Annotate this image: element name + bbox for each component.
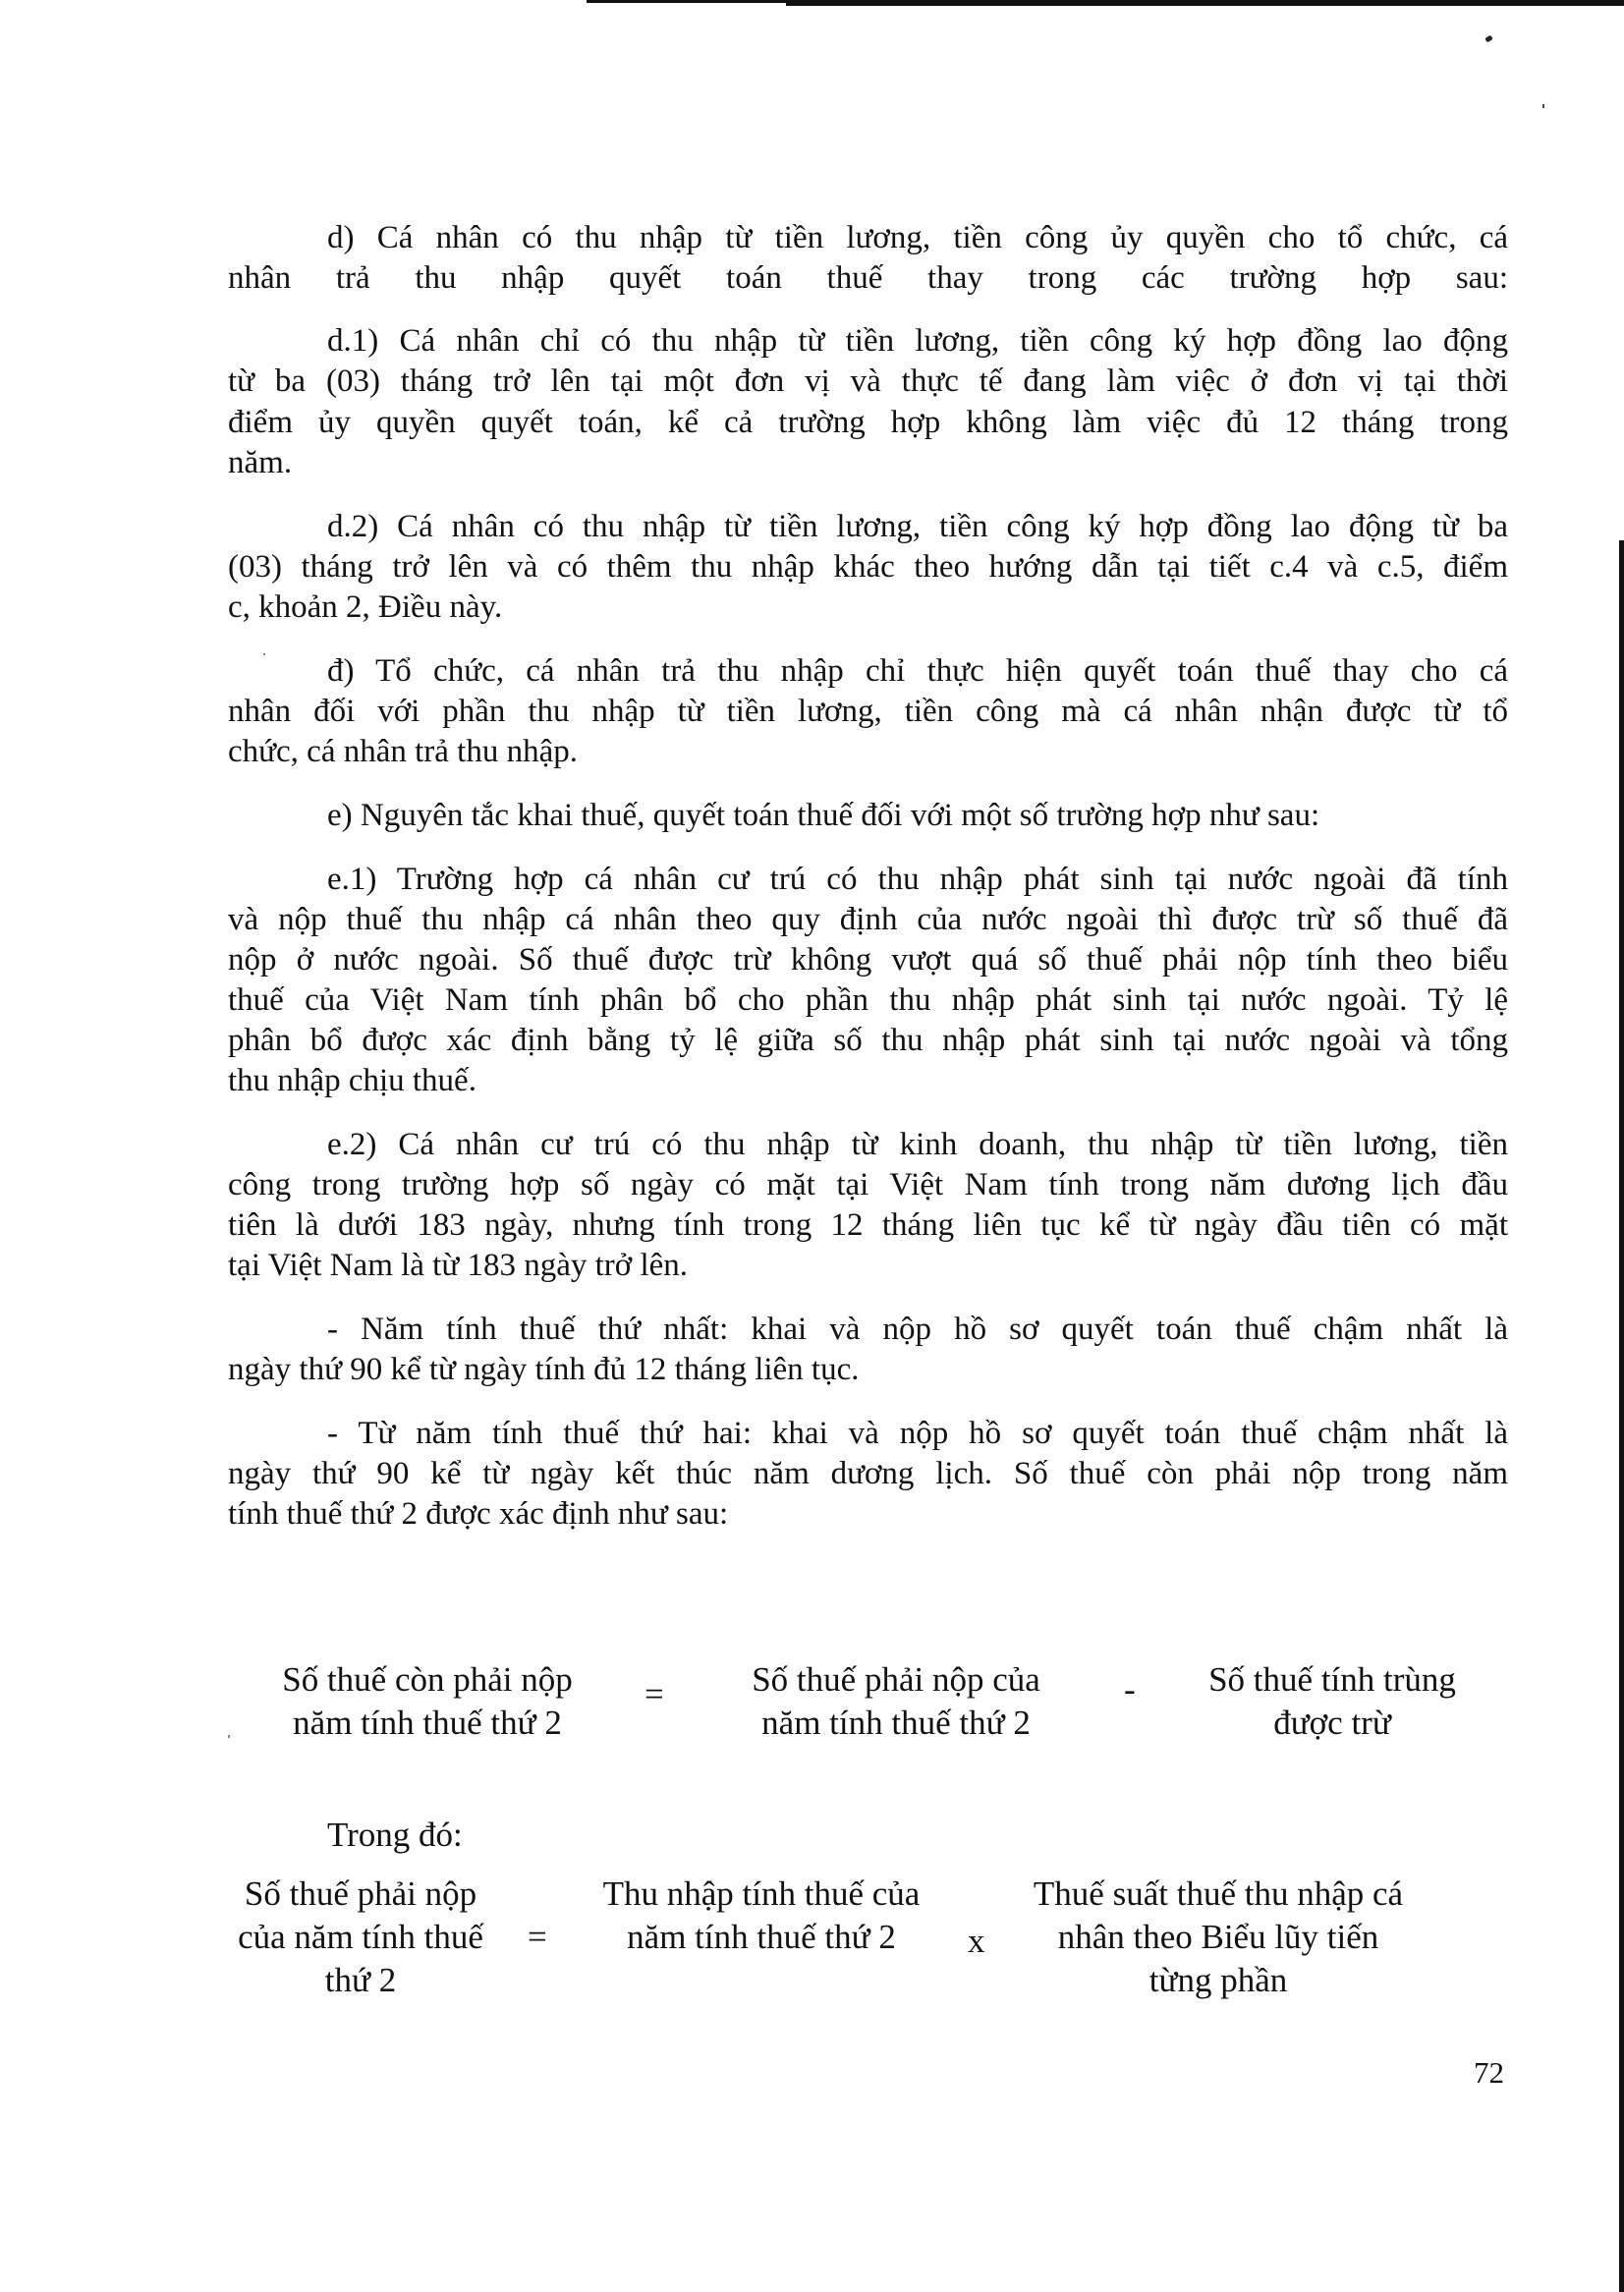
- text-line: nhân đối với phần thu nhập từ tiền lương, tiền công mà cá nhân nhận được từ tổ: [228, 694, 1508, 729]
- scan-speck: [263, 653, 265, 655]
- scan-speck: [1542, 104, 1544, 108]
- text-line: thu nhập chịu thuế.: [228, 1063, 476, 1098]
- text-line: - Từ năm tính thuế thứ hai: khai và nộp hồ sơ quyết toán thuế chậm nhất là: [327, 1416, 1508, 1451]
- formula-text-line: năm tính thuế thứ 2: [293, 1704, 562, 1742]
- formula-term-1: [570, 1873, 953, 1959]
- text-line: đ) Tổ chức, cá nhân trả thu nhập chỉ thực hiện quyết toán thuế thay cho cá: [327, 653, 1508, 689]
- text-line: e) Nguyên tắc khai thuế, quyết toán thuế đối với một số trường hợp như sau:: [327, 798, 1320, 833]
- equals-sign: =: [528, 1918, 547, 1956]
- where-label: Trong đó:: [327, 1816, 463, 1854]
- formula-text-line: Số thuế tính trùng: [1208, 1660, 1456, 1699]
- scan-speck: [1484, 35, 1493, 43]
- text-line: d.2) Cá nhân có thu nhập từ tiền lương, tiền công ký hợp đồng lao động từ ba: [327, 509, 1508, 544]
- text-line: ngày thứ 90 kể từ ngày tính đủ 12 tháng liên tục.: [228, 1352, 860, 1387]
- text-line: năm.: [228, 445, 293, 480]
- text-line: chức, cá nhân trả thu nhập.: [228, 734, 578, 769]
- scan-speck: [228, 1735, 230, 1738]
- text-line: e.2) Cá nhân cư trú có thu nhập từ kinh doanh, thu nhập từ tiền lương, tiền: [327, 1127, 1508, 1162]
- formula-text-line: thứ 2: [324, 1961, 397, 1999]
- multiply-sign: x: [968, 1922, 985, 1960]
- formula-text-line: Số thuế phải nộp: [244, 1874, 477, 1913]
- formula-term-2: [1002, 1873, 1434, 2002]
- formula-text-line: từng phần: [1148, 1961, 1288, 1999]
- text-line: tại Việt Nam là từ 183 ngày trở lên.: [228, 1248, 689, 1283]
- text-line: tiên là dưới 183 ngày, nhưng tính trong 12 tháng liên tục kể từ ngày đầu tiên có mặt: [228, 1207, 1508, 1243]
- formula-term-1: [709, 1658, 1083, 1745]
- formula-text-line: Số thuế phải nộp của: [752, 1660, 1040, 1699]
- text-line: (03) tháng trở lên và có thêm thu nhập khác theo hướng dẫn tại tiết c.4 và c.5, điểm: [228, 549, 1508, 585]
- text-line: và nộp thuế thu nhập cá nhân theo quy định của nước ngoài thì được trừ số thuế đã: [228, 902, 1508, 937]
- text-line: công trong trường hợp số ngày có mặt tại Việt Nam tính trong năm dương lịch đầu: [228, 1167, 1508, 1202]
- formula-text-line: nhân theo Biểu lũy tiến: [1057, 1918, 1379, 1956]
- text-line: d.1) Cá nhân chỉ có thu nhập từ tiền lương, tiền công ký hợp đồng lao động: [327, 323, 1508, 359]
- minus-sign: -: [1124, 1670, 1136, 1708]
- text-line: ngày thứ 90 kể từ ngày kết thúc năm dương lịch. Số thuế còn phải nộp trong năm: [228, 1456, 1508, 1491]
- formula-term-2: [1175, 1658, 1489, 1745]
- text-line: tính thuế thứ 2 được xác định như sau:: [228, 1496, 729, 1532]
- formula-text-line: của năm tính thuế: [238, 1918, 483, 1956]
- formula-lhs: [236, 1658, 619, 1745]
- equals-sign: =: [644, 1675, 664, 1713]
- text-line: e.1) Trường hợp cá nhân cư trú có thu nhập phát sinh tại nước ngoài đã tính: [327, 862, 1508, 897]
- formula-text-line: được trừ: [1273, 1704, 1391, 1742]
- page-number: 72: [1474, 2055, 1504, 2090]
- scan-top-edge-thin: [587, 0, 803, 3]
- text-line: d) Cá nhân có thu nhập từ tiền lương, tiền công ủy quyền cho tổ chức, cá: [327, 220, 1508, 255]
- text-line: phân bổ được xác định bằng tỷ lệ giữa số thu nhập phát sinh tại nước ngoài và tổng: [228, 1023, 1508, 1058]
- formula-text-line: Số thuế còn phải nộp: [282, 1660, 573, 1699]
- scan-top-edge: [786, 0, 1624, 6]
- text-line: c, khoản 2, Điều này.: [228, 589, 503, 625]
- text-line: - Năm tính thuế thứ nhất: khai và nộp hồ sơ quyết toán thuế chậm nhất là: [327, 1312, 1508, 1347]
- text-line: nhân trả thu nhập quyết toán thuế thay trong các trường hợp sau:: [228, 260, 1508, 296]
- text-line: điểm ủy quyền quyết toán, kể cả trường hợp không làm việc đủ 12 tháng trong: [228, 405, 1508, 440]
- formula-text-line: năm tính thuế thứ 2: [761, 1704, 1031, 1742]
- formula-text-line: Thu nhập tính thuế của: [602, 1874, 921, 1913]
- text-line: thuế của Việt Nam tính phân bổ cho phần thu nhập phát sinh tại nước ngoài. Tỷ lệ: [228, 982, 1508, 1018]
- formula-text-line: năm tính thuế thứ 2: [627, 1918, 896, 1956]
- scan-right-edge: [1619, 540, 1624, 2292]
- formula-lhs: [208, 1873, 513, 2002]
- text-line: nộp ở nước ngoài. Số thuế được trừ không vượt quá số thuế phải nộp tính theo biểu: [228, 942, 1508, 978]
- text-line: từ ba (03) tháng trở lên tại một đơn vị và thực tế đang làm việc ở đơn vị tại thời: [228, 363, 1508, 399]
- formula-text-line: Thuế suất thuế thu nhập cá: [1033, 1874, 1404, 1913]
